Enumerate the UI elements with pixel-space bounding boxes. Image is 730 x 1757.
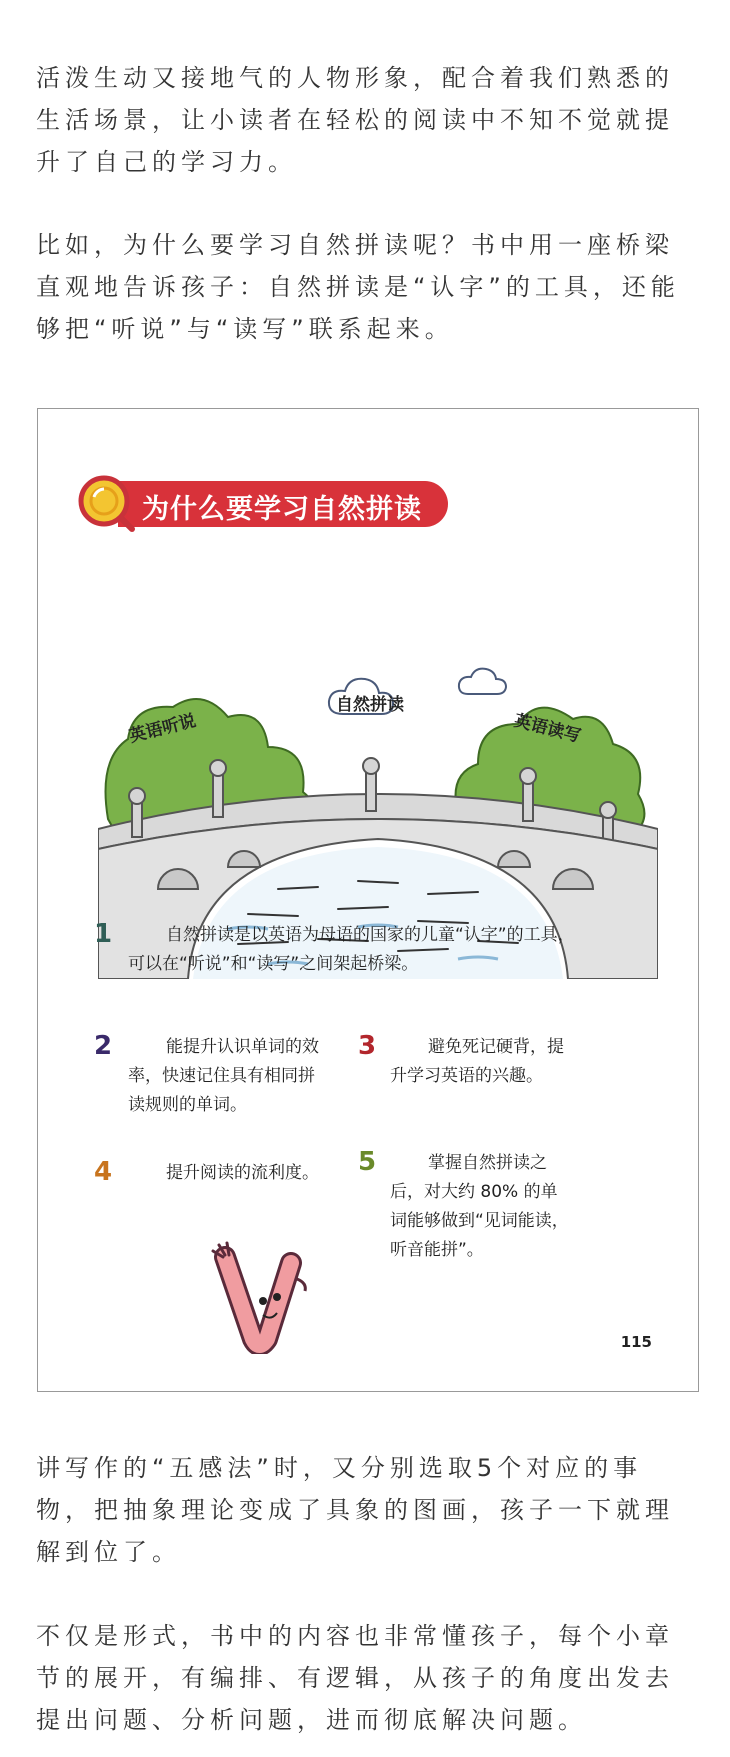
cloud-icon <box>459 669 506 694</box>
outro-paragraph <box>36 1447 698 1573</box>
banner-title: 为什么要学习自然拼读 <box>142 494 422 525</box>
closing-paragraph <box>36 1615 698 1741</box>
text-line: 后，对大约 80% 的单 <box>390 1182 558 1202</box>
text-line: 够把“听说”与“读写”联系起来。 <box>36 315 454 343</box>
text-line: 物，把抽象理论变成了具象的图画，孩子一下就理 <box>36 1496 674 1524</box>
text-line: 词能够做到“见词能读， <box>390 1211 569 1231</box>
bridge-right-label: 英语读写 <box>511 710 583 747</box>
text-line: 活泼生动又接地气的人物形象，配合着我们熟悉的 <box>36 64 674 92</box>
text-line: 不仅是形式，书中的内容也非常懂孩子，每个小章 <box>36 1622 674 1650</box>
text-line: 自然拼读是以英语为母语的国家的儿童“认字”的工具， <box>166 925 575 945</box>
bridge-illustration <box>98 549 658 979</box>
magnifier-icon <box>78 475 136 533</box>
text-line: 升了自己的学习力。 <box>36 148 297 176</box>
item-number: 1 <box>94 919 113 949</box>
example-paragraph <box>36 224 698 350</box>
text-line: 可以在“听说”和“读写”之间架起桥梁。 <box>128 954 419 974</box>
text-line: 解到位了。 <box>36 1538 181 1566</box>
item-text <box>128 1159 319 1188</box>
text-line: 听音能拼”。 <box>390 1240 484 1260</box>
item-text <box>128 1033 319 1120</box>
text-line: 掌握自然拼读之 <box>428 1153 547 1173</box>
text-line: 避免死记硬背，提 <box>428 1037 564 1057</box>
text-line: 节的展开，有编排、有逻辑，从孩子的角度出发去 <box>36 1664 674 1692</box>
text-line: 提出问题、分析问题，进而彻底解决问题。 <box>36 1706 587 1734</box>
text-line: 率，快速记住具有相同拼 <box>128 1066 315 1086</box>
text-line: 讲写作的“五感法”时，又分别选取5个对应的事 <box>36 1454 643 1482</box>
item-number: 5 <box>358 1147 377 1177</box>
letter-v-character-icon <box>205 1239 315 1354</box>
item-number: 4 <box>94 1157 113 1187</box>
text-line: 生活场景，让小读者在轻松的阅读中不知不觉就提 <box>36 106 674 134</box>
item-text <box>128 921 575 979</box>
text-line: 升学习英语的兴趣。 <box>390 1066 543 1086</box>
text-line: 直观地告诉孩子：自然拼读是“认字”的工具，还能 <box>36 273 680 301</box>
book-page-image <box>37 408 699 1392</box>
text-line: 能提升认识单词的效 <box>166 1037 319 1057</box>
item-number: 3 <box>358 1031 377 1061</box>
item-number: 2 <box>94 1031 113 1061</box>
page-number: 115 <box>620 1333 652 1351</box>
text-line: 比如，为什么要学习自然拼读呢？书中用一座桥梁 <box>36 231 674 259</box>
text-line: 读规则的单词。 <box>128 1095 247 1115</box>
item-text <box>390 1149 569 1265</box>
intro-paragraph <box>36 57 698 183</box>
text-line: 提升阅读的流利度。 <box>166 1163 319 1183</box>
bridge-left-label: 英语听说 <box>127 710 199 747</box>
item-text <box>390 1033 564 1091</box>
bridge-top-label: 自然拼读 <box>336 695 404 715</box>
